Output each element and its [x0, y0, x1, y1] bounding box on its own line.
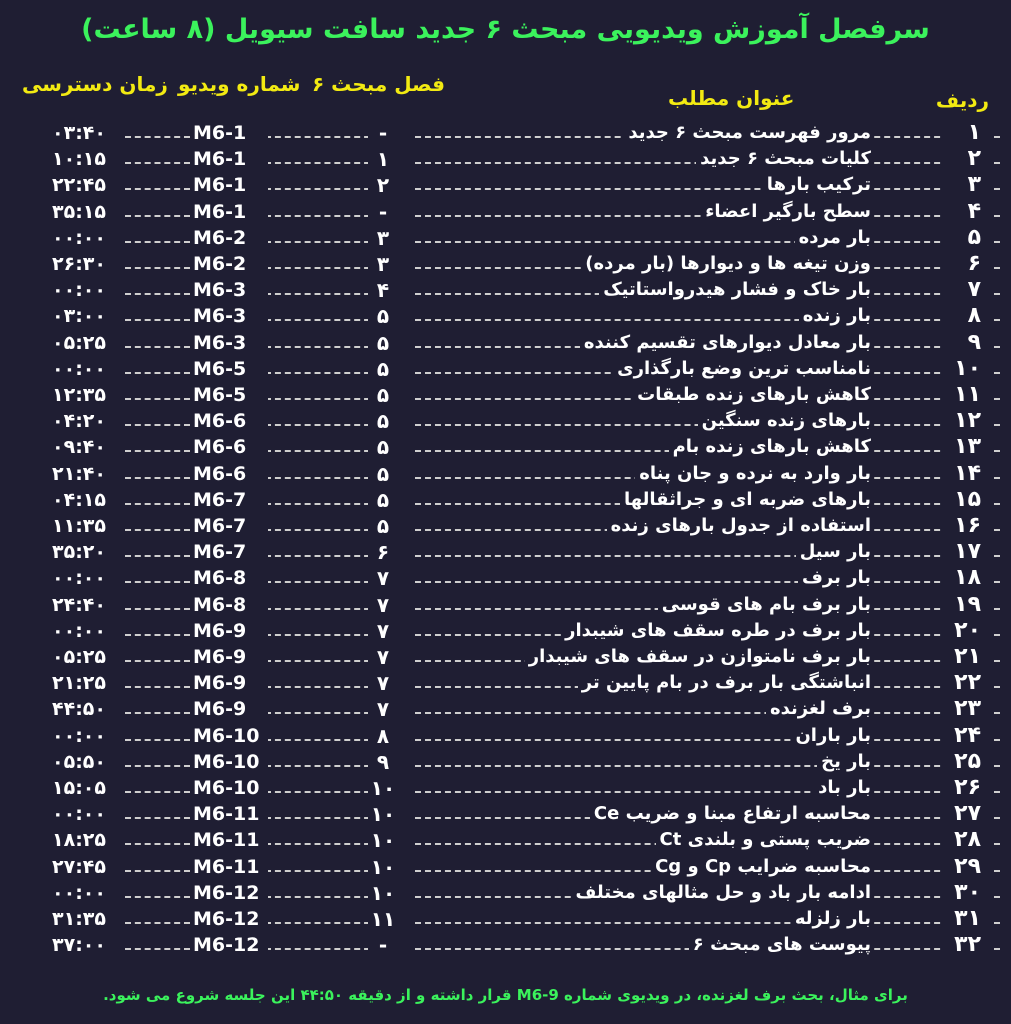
row-time: ۱۱:۳۵: [52, 515, 122, 537]
row-index: ۲۸: [954, 827, 981, 853]
dash-separator: [125, 503, 190, 505]
dash-separator: [125, 162, 190, 164]
header-index: ردیف: [935, 88, 989, 112]
table-row: [0, 829, 1011, 855]
table-row: [0, 384, 1011, 410]
table-row: [0, 617, 1011, 646]
row-video: M6-8: [193, 567, 268, 589]
row-session: ۷: [368, 671, 398, 695]
row-time: ۲۱:۲۵: [52, 672, 122, 694]
row-session: ۷: [368, 619, 398, 643]
row-session: -: [368, 933, 398, 957]
table-row: [0, 722, 1011, 751]
row-topic: بار برف بام های قوسی: [658, 594, 871, 615]
dash-separator: [125, 608, 190, 610]
row-session: ۵: [368, 409, 398, 433]
row-topic: بار زلزله: [791, 908, 871, 929]
table-row: [0, 515, 1011, 541]
row-video: M6-6: [193, 463, 268, 485]
row-session: ۳: [368, 252, 398, 276]
dash-separator: [265, 477, 380, 479]
row-topic: ادامه بار باد و حل مثالهای مختلف: [572, 882, 872, 903]
table-row: [0, 305, 1011, 331]
row-session: ۷: [368, 593, 398, 617]
header-time: زمان دسترسی: [22, 72, 168, 96]
row-time: ۳۷:۰۰: [52, 934, 122, 956]
row-topic: بار برف در طره سقف های شیبدار: [561, 620, 871, 641]
table-row: [0, 803, 1011, 829]
row-video: M6-3: [193, 279, 268, 301]
row-session: ۱۰: [368, 802, 398, 826]
dash-separator: [265, 922, 380, 924]
row-video: M6-3: [193, 305, 268, 327]
table-row: [0, 486, 1011, 515]
row-index: ۱۴: [954, 460, 981, 486]
table-row: [0, 279, 1011, 305]
dash-separator: [265, 188, 380, 190]
row-topic: وزن تیغه ها و دیوارها (بار مرده): [581, 253, 871, 274]
row-video: M6-7: [193, 489, 268, 511]
row-topic: محاسبه ضرایب Cp و Cg: [651, 856, 871, 877]
row-topic: بار وارد به نرده و جان پناه: [635, 463, 871, 484]
row-index: ۱: [967, 120, 981, 145]
row-video: M6-1: [193, 201, 268, 223]
page-title: سرفصل آموزش ویدیویی مبحث ۶ جدید سافت سیویل (۸ ساعت): [81, 14, 930, 45]
dash-separator: [415, 188, 1000, 190]
table-row: [0, 672, 1011, 698]
row-time: ۰۰:۰۰: [52, 620, 122, 642]
table-row: [0, 460, 1011, 489]
row-video: M6-11: [193, 829, 268, 851]
row-topic: بار برف: [798, 567, 871, 588]
row-video: M6-10: [193, 777, 268, 799]
dash-separator: [125, 188, 190, 190]
row-index: ۳۲: [954, 932, 981, 958]
row-session: ۸: [368, 724, 398, 748]
row-index: ۳۰: [954, 879, 981, 905]
table-row: [0, 748, 1011, 777]
header-video: شماره ویدیو: [178, 72, 301, 96]
row-index: ۸: [967, 303, 981, 329]
row-topic: بار یخ: [817, 751, 871, 772]
table-row: [0, 329, 1011, 358]
row-index: ۲۰: [954, 617, 981, 643]
row-video: M6-7: [193, 541, 268, 563]
row-topic: محاسبه ارتفاع مبنا و ضریب Ce: [590, 803, 871, 824]
row-video: M6-7: [193, 515, 268, 537]
dash-separator: [265, 739, 380, 741]
dash-separator: [125, 529, 190, 531]
row-time: ۲۷:۴۵: [52, 856, 122, 878]
row-session: ۷: [368, 566, 398, 590]
dash-separator: [125, 450, 190, 452]
row-time: ۲۴:۴۰: [52, 594, 122, 616]
row-session: ۵: [368, 304, 398, 328]
dash-separator: [265, 372, 380, 374]
row-index: ۳۱: [954, 906, 981, 931]
dash-separator: [125, 372, 190, 374]
row-time: ۰۰:۰۰: [52, 882, 122, 904]
row-session: ۹: [368, 750, 398, 774]
table-row: [0, 591, 1011, 620]
table-row: [0, 224, 1011, 253]
row-time: ۲۲:۴۵: [52, 174, 122, 196]
dash-separator: [125, 660, 190, 662]
table-row: [0, 410, 1011, 436]
row-index: ۱۶: [954, 513, 981, 538]
dash-separator: [265, 608, 380, 610]
row-index: ۲: [967, 146, 981, 172]
row-session: ۵: [368, 435, 398, 459]
row-index: ۱۰: [954, 355, 981, 381]
row-session: ۴: [368, 278, 398, 302]
row-topic: کاهش بارهای زنده طبقات: [633, 384, 871, 405]
row-video: M6-2: [193, 227, 268, 249]
row-video: M6-10: [193, 725, 268, 747]
row-topic: کاهش بارهای زنده بام: [669, 436, 871, 457]
row-topic: انباشتگی بار برف در بام پایین تر: [578, 672, 871, 693]
dash-separator: [415, 319, 1000, 321]
dash-separator: [415, 765, 1000, 767]
dash-separator: [265, 765, 380, 767]
row-topic: ضریب پستی و بلندی Ct: [656, 829, 871, 850]
dash-separator: [265, 450, 380, 452]
row-session: ۱۱: [368, 907, 398, 931]
row-topic: بارهای زنده سنگین: [698, 410, 871, 431]
row-video: M6-5: [193, 358, 268, 380]
footer-note: برای مثال، بحث برف لغزنده، در ویدیوی شماره M6-9 قرار داشته و از دقیقه ۴۴:۵۰ این جلسه شروع می شود.: [103, 986, 908, 1004]
row-time: ۰۵:۲۵: [52, 332, 122, 354]
row-session: ۳: [368, 226, 398, 250]
row-time: ۰۵:۲۵: [52, 646, 122, 668]
row-session: -: [368, 121, 398, 145]
row-index: ۲۹: [954, 853, 981, 879]
dash-separator: [125, 870, 190, 872]
row-session: -: [368, 200, 398, 224]
row-video: M6-11: [193, 803, 268, 825]
row-video: M6-6: [193, 436, 268, 458]
row-index: ۱۳: [954, 434, 981, 460]
dash-separator: [265, 948, 380, 950]
dash-separator: [125, 739, 190, 741]
row-video: M6-11: [193, 856, 268, 878]
row-video: M6-8: [193, 594, 268, 616]
row-time: ۰۹:۴۰: [52, 436, 122, 458]
dash-separator: [265, 267, 380, 269]
row-time: ۱۵:۰۵: [52, 777, 122, 799]
dash-separator: [265, 162, 380, 164]
row-session: ۶: [368, 540, 398, 564]
row-topic: کلیات مبحث ۶ جدید: [696, 148, 871, 169]
row-time: ۱۲:۳۵: [52, 384, 122, 406]
dash-separator: [265, 712, 380, 714]
row-topic: بار مرده: [795, 227, 871, 248]
row-video: M6-10: [193, 751, 268, 773]
dash-separator: [265, 660, 380, 662]
dash-separator: [125, 398, 190, 400]
dash-separator: [265, 843, 380, 845]
row-video: M6-3: [193, 332, 268, 354]
row-topic: بار برف نامتوازن در سقف های شیبدار: [525, 646, 871, 667]
row-topic: بار باران: [791, 725, 871, 746]
row-time: ۳۱:۳۵: [52, 908, 122, 930]
row-index: ۲۶: [954, 775, 981, 800]
row-video: M6-9: [193, 698, 268, 720]
dash-separator: [265, 896, 380, 898]
row-time: ۰۳:۴۰: [52, 122, 122, 144]
dash-separator: [125, 319, 190, 321]
dash-separator: [125, 136, 190, 138]
dash-separator: [415, 712, 1000, 714]
table-row: [0, 253, 1011, 279]
dash-separator: [265, 686, 380, 688]
table-row: [0, 934, 1011, 960]
row-session: ۱۰: [368, 828, 398, 852]
row-time: ۰۵:۵۰: [52, 751, 122, 773]
row-time: ۲۶:۳۰: [52, 253, 122, 275]
dash-separator: [265, 791, 380, 793]
dash-separator: [265, 398, 380, 400]
row-video: M6-5: [193, 384, 268, 406]
row-index: ۳: [967, 172, 981, 198]
row-session: ۷: [368, 697, 398, 721]
dash-separator: [415, 241, 1000, 243]
row-video: M6-9: [193, 620, 268, 642]
row-video: M6-1: [193, 174, 268, 196]
table-row: [0, 198, 1011, 227]
row-topic: بار زنده: [799, 305, 871, 326]
row-video: M6-12: [193, 934, 268, 956]
row-index: ۹: [967, 329, 981, 355]
dash-separator: [415, 581, 1000, 583]
row-time: ۰۰:۰۰: [52, 227, 122, 249]
dash-separator: [415, 555, 1000, 557]
table-row: [0, 436, 1011, 462]
row-index: ۶: [967, 251, 981, 276]
dash-separator: [125, 293, 190, 295]
row-index: ۱۲: [954, 408, 981, 434]
dash-separator: [125, 896, 190, 898]
row-topic: نامناسب ترین وضع بارگذاری: [613, 358, 871, 379]
dash-separator: [415, 791, 1000, 793]
row-topic: سطح بارگیر اعضاء: [701, 201, 871, 222]
row-video: M6-6: [193, 410, 268, 432]
dash-separator: [265, 319, 380, 321]
row-time: ۳۵:۱۵: [52, 201, 122, 223]
row-time: ۰۳:۰۰: [52, 305, 122, 327]
row-video: M6-9: [193, 646, 268, 668]
row-video: M6-1: [193, 148, 268, 170]
dash-separator: [415, 739, 1000, 741]
row-index: ۲۷: [954, 801, 981, 827]
row-time: ۰۴:۱۵: [52, 489, 122, 511]
dash-separator: [125, 555, 190, 557]
row-time: ۰۰:۰۰: [52, 279, 122, 301]
row-index: ۱۹: [954, 591, 981, 617]
dash-separator: [265, 503, 380, 505]
dash-separator: [265, 555, 380, 557]
dash-separator: [265, 424, 380, 426]
row-session: ۵: [368, 488, 398, 512]
dash-separator: [125, 948, 190, 950]
row-index: ۵: [967, 224, 981, 250]
header-session: فصل مبحث ۶: [312, 72, 445, 96]
row-time: ۰۰:۰۰: [52, 567, 122, 589]
dash-separator: [125, 424, 190, 426]
dash-separator: [125, 922, 190, 924]
row-topic: ترکیب بارها: [763, 174, 871, 195]
row-index: ۲۱: [954, 644, 981, 669]
dash-separator: [125, 817, 190, 819]
row-index: ۱۸: [954, 565, 981, 591]
row-index: ۲۵: [954, 748, 981, 774]
row-topic: بار معادل دیوارهای تقسیم کننده: [580, 332, 871, 353]
dash-separator: [125, 267, 190, 269]
table-row: [0, 777, 1011, 803]
dash-separator: [125, 634, 190, 636]
dash-separator: [125, 765, 190, 767]
row-session: ۱۰: [368, 776, 398, 800]
row-session: ۱: [368, 147, 398, 171]
dash-separator: [125, 686, 190, 688]
row-topic: برف لغزنده: [766, 698, 871, 719]
row-topic: بار باد: [814, 777, 871, 798]
row-session: ۵: [368, 331, 398, 355]
row-topic: بار سیل: [796, 541, 871, 562]
row-index: ۴: [967, 198, 981, 224]
dash-separator: [125, 843, 190, 845]
row-topic: بارهای ضربه ای و جراثقالها: [620, 489, 871, 510]
row-index: ۱۷: [954, 539, 981, 565]
row-session: ۵: [368, 462, 398, 486]
dash-separator: [265, 241, 380, 243]
dash-separator: [125, 241, 190, 243]
row-time: ۴۴:۵۰: [52, 698, 122, 720]
dash-separator: [265, 346, 380, 348]
row-time: ۰۰:۰۰: [52, 358, 122, 380]
row-index: ۲۲: [954, 670, 981, 696]
row-session: ۵: [368, 514, 398, 538]
table-row: [0, 698, 1011, 724]
table-row: [0, 541, 1011, 567]
row-session: ۷: [368, 645, 398, 669]
dash-separator: [265, 293, 380, 295]
dash-separator: [415, 922, 1000, 924]
row-topic: پیوست های مبحث ۶: [689, 934, 871, 955]
table-row: [0, 853, 1011, 882]
row-index: ۲۳: [954, 696, 981, 722]
dash-separator: [125, 215, 190, 217]
row-topic: بار خاک و فشار هیدرواستاتیک: [599, 279, 871, 300]
row-video: M6-12: [193, 882, 268, 904]
row-video: M6-12: [193, 908, 268, 930]
dash-separator: [265, 215, 380, 217]
table-row: [0, 355, 1011, 384]
row-time: ۱۰:۱۵: [52, 148, 122, 170]
row-index: ۱۵: [954, 486, 981, 512]
table-row: [0, 567, 1011, 593]
dash-separator: [125, 712, 190, 714]
row-video: M6-9: [193, 672, 268, 694]
row-time: ۰۰:۰۰: [52, 725, 122, 747]
row-session: ۵: [368, 357, 398, 381]
row-topic: مرور فهرست مبحث ۶ جدید: [624, 122, 871, 143]
row-time: ۰۰:۰۰: [52, 803, 122, 825]
table-row: [0, 879, 1011, 908]
row-time: ۳۵:۲۰: [52, 541, 122, 563]
table-row: [0, 646, 1011, 672]
table-row: [0, 908, 1011, 934]
row-index: ۷: [967, 277, 981, 303]
row-video: M6-2: [193, 253, 268, 275]
table-row: [0, 174, 1011, 200]
dash-separator: [265, 581, 380, 583]
dash-separator: [125, 346, 190, 348]
dash-separator: [125, 791, 190, 793]
row-time: ۰۴:۲۰: [52, 410, 122, 432]
dash-separator: [265, 136, 380, 138]
row-topic: استفاده از جدول بارهای زنده: [607, 515, 871, 536]
dash-separator: [125, 581, 190, 583]
row-session: ۲: [368, 173, 398, 197]
row-index: ۲۴: [954, 722, 981, 748]
header-topic: عنوان مطلب: [668, 86, 795, 110]
row-session: ۱۰: [368, 855, 398, 879]
row-session: ۵: [368, 383, 398, 407]
row-time: ۱۸:۲۵: [52, 829, 122, 851]
row-time: ۲۱:۴۰: [52, 463, 122, 485]
dash-separator: [265, 870, 380, 872]
dash-separator: [265, 634, 380, 636]
table-row: [0, 122, 1011, 148]
row-video: M6-1: [193, 122, 268, 144]
dash-separator: [125, 477, 190, 479]
table-row: [0, 148, 1011, 174]
dash-separator: [265, 817, 380, 819]
dash-separator: [265, 529, 380, 531]
row-index: ۱۱: [954, 382, 981, 407]
row-session: ۱۰: [368, 881, 398, 905]
